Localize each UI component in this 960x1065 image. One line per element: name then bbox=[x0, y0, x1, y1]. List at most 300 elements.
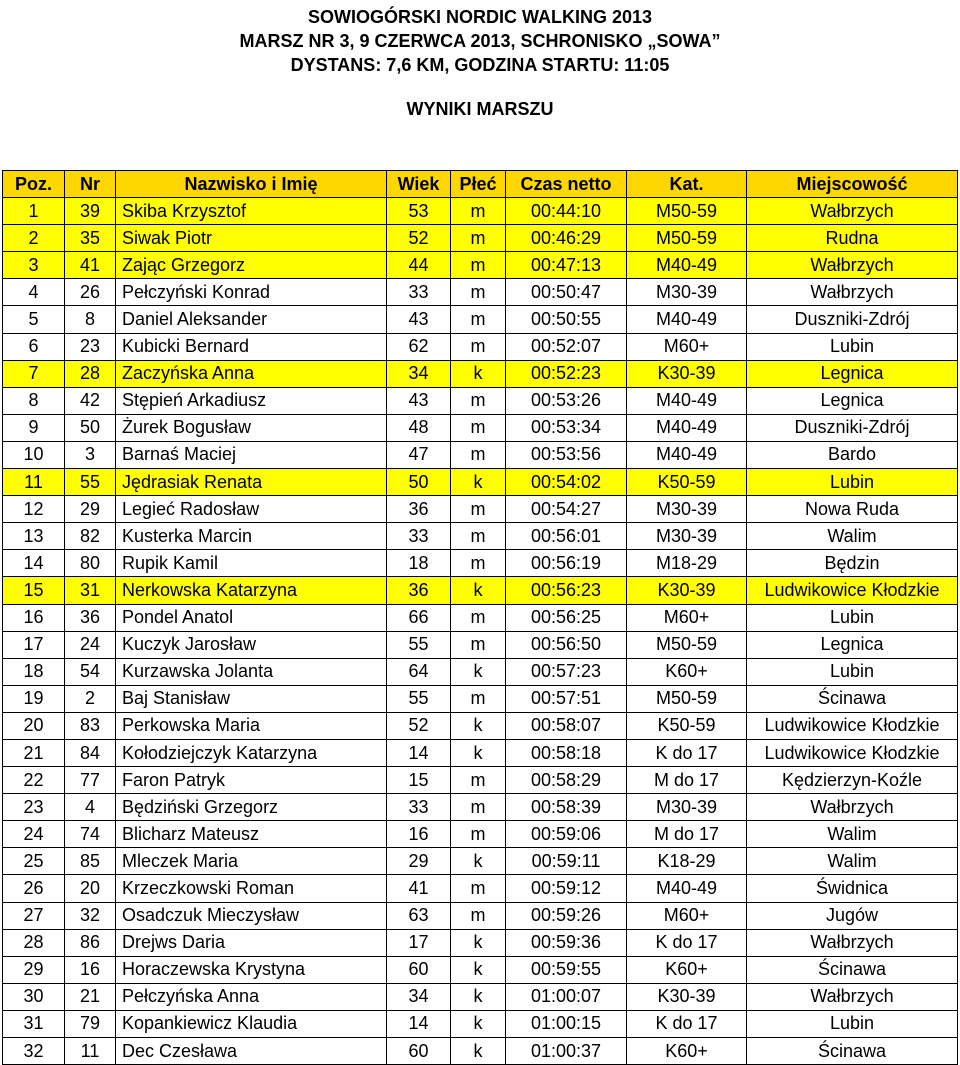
cell-name: Żurek Bogusław bbox=[116, 414, 387, 441]
table-row bbox=[3, 469, 958, 496]
cell-category: M40-49 bbox=[627, 414, 747, 441]
cell-category: M50-59 bbox=[627, 225, 747, 252]
cell-category: M do 17 bbox=[627, 821, 747, 848]
cell-name: Osadczuk Mieczysław bbox=[116, 902, 387, 929]
cell-position: 32 bbox=[3, 1038, 65, 1065]
cell-name: Kurzawska Jolanta bbox=[116, 658, 387, 685]
cell-net-time: 00:54:02 bbox=[506, 469, 627, 496]
cell-age: 60 bbox=[387, 956, 451, 983]
cell-category: M30-39 bbox=[627, 279, 747, 306]
cell-position: 11 bbox=[3, 469, 65, 496]
cell-sex: m bbox=[451, 198, 506, 225]
cell-net-time: 01:00:37 bbox=[506, 1038, 627, 1065]
cell-sex: k bbox=[451, 712, 506, 739]
cell-age: 47 bbox=[387, 441, 451, 468]
cell-name: Krzeczkowski Roman bbox=[116, 875, 387, 902]
cell-net-time: 00:58:18 bbox=[506, 739, 627, 766]
results-title: WYNIKI MARSZU bbox=[406, 99, 554, 119]
event-details: MARSZ NR 3, 9 CZERWCA 2013, SCHRONISKO „SOWA” bbox=[239, 31, 721, 51]
cell-category: M50-59 bbox=[627, 631, 747, 658]
table-row bbox=[3, 794, 958, 821]
cell-net-time: 00:44:10 bbox=[506, 198, 627, 225]
cell-number: 11 bbox=[65, 1038, 116, 1065]
table-row bbox=[3, 956, 958, 983]
cell-net-time: 00:58:07 bbox=[506, 712, 627, 739]
cell-city: Wałbrzych bbox=[747, 198, 958, 225]
cell-age: 36 bbox=[387, 496, 451, 523]
cell-city: Kędzierzyn-Koźle bbox=[747, 767, 958, 794]
cell-sex: k bbox=[451, 1038, 506, 1065]
cell-position: 16 bbox=[3, 604, 65, 631]
cell-position: 1 bbox=[3, 198, 65, 225]
event-title: SOWIOGÓRSKI NORDIC WALKING 2013 bbox=[307, 7, 653, 27]
table-row bbox=[3, 198, 958, 225]
cell-sex: m bbox=[451, 794, 506, 821]
cell-category: K50-59 bbox=[627, 469, 747, 496]
cell-age: 60 bbox=[387, 1038, 451, 1065]
table-row bbox=[3, 604, 958, 631]
cell-sex: m bbox=[451, 333, 506, 360]
cell-category: K60+ bbox=[627, 1038, 747, 1065]
cell-city: Legnica bbox=[747, 360, 958, 387]
cell-name: Kubicki Bernard bbox=[116, 333, 387, 360]
cell-category: M60+ bbox=[627, 333, 747, 360]
cell-net-time: 00:56:19 bbox=[506, 550, 627, 577]
cell-position: 4 bbox=[3, 279, 65, 306]
cell-city: Wałbrzych bbox=[747, 252, 958, 279]
cell-city: Wałbrzych bbox=[747, 983, 958, 1010]
cell-age: 63 bbox=[387, 902, 451, 929]
cell-number: 2 bbox=[65, 685, 116, 712]
cell-category: K60+ bbox=[627, 658, 747, 685]
cell-number: 24 bbox=[65, 631, 116, 658]
document-header bbox=[0, 0, 960, 77]
cell-position: 15 bbox=[3, 577, 65, 604]
cell-number: 35 bbox=[65, 225, 116, 252]
cell-age: 15 bbox=[387, 767, 451, 794]
cell-sex: m bbox=[451, 387, 506, 414]
cell-net-time: 00:57:23 bbox=[506, 658, 627, 685]
cell-sex: k bbox=[451, 956, 506, 983]
cell-number: 16 bbox=[65, 956, 116, 983]
cell-category: M30-39 bbox=[627, 794, 747, 821]
cell-sex: m bbox=[451, 252, 506, 279]
cell-net-time: 00:56:01 bbox=[506, 523, 627, 550]
cell-sex: m bbox=[451, 225, 506, 252]
table-row bbox=[3, 360, 958, 387]
cell-number: 20 bbox=[65, 875, 116, 902]
cell-sex: m bbox=[451, 496, 506, 523]
cell-category: K30-39 bbox=[627, 983, 747, 1010]
cell-sex: m bbox=[451, 875, 506, 902]
cell-age: 18 bbox=[387, 550, 451, 577]
cell-age: 48 bbox=[387, 414, 451, 441]
cell-name: Kusterka Marcin bbox=[116, 523, 387, 550]
cell-category: M50-59 bbox=[627, 685, 747, 712]
cell-name: Dec Czesława bbox=[116, 1038, 387, 1065]
cell-city: Ścinawa bbox=[747, 685, 958, 712]
table-row bbox=[3, 929, 958, 956]
table-row bbox=[3, 658, 958, 685]
results-body bbox=[3, 198, 958, 1065]
table-row bbox=[3, 848, 958, 875]
col-header-net-time: Czas netto bbox=[506, 171, 627, 198]
cell-category: K50-59 bbox=[627, 712, 747, 739]
cell-net-time: 01:00:07 bbox=[506, 983, 627, 1010]
table-row bbox=[3, 550, 958, 577]
cell-number: 83 bbox=[65, 712, 116, 739]
cell-position: 10 bbox=[3, 441, 65, 468]
cell-name: Kołodziejczyk Katarzyna bbox=[116, 739, 387, 766]
cell-age: 34 bbox=[387, 983, 451, 1010]
cell-category: M40-49 bbox=[627, 387, 747, 414]
cell-name: Faron Patryk bbox=[116, 767, 387, 794]
cell-name: Perkowska Maria bbox=[116, 712, 387, 739]
cell-net-time: 00:47:13 bbox=[506, 252, 627, 279]
cell-city: Lubin bbox=[747, 1010, 958, 1037]
cell-net-time: 00:59:55 bbox=[506, 956, 627, 983]
cell-sex: m bbox=[451, 306, 506, 333]
table-header-row bbox=[3, 171, 958, 198]
cell-sex: k bbox=[451, 1010, 506, 1037]
cell-city: Będzin bbox=[747, 550, 958, 577]
cell-category: K18-29 bbox=[627, 848, 747, 875]
cell-number: 21 bbox=[65, 983, 116, 1010]
cell-city: Ludwikowice Kłodzkie bbox=[747, 739, 958, 766]
cell-net-time: 00:54:27 bbox=[506, 496, 627, 523]
cell-name: Siwak Piotr bbox=[116, 225, 387, 252]
cell-category: K do 17 bbox=[627, 739, 747, 766]
cell-number: 84 bbox=[65, 739, 116, 766]
cell-sex: m bbox=[451, 631, 506, 658]
cell-number: 36 bbox=[65, 604, 116, 631]
cell-name: Barnaś Maciej bbox=[116, 441, 387, 468]
cell-sex: m bbox=[451, 414, 506, 441]
cell-city: Duszniki-Zdrój bbox=[747, 414, 958, 441]
cell-city: Walim bbox=[747, 523, 958, 550]
cell-age: 55 bbox=[387, 631, 451, 658]
cell-name: Zaczyńska Anna bbox=[116, 360, 387, 387]
cell-position: 20 bbox=[3, 712, 65, 739]
cell-age: 33 bbox=[387, 279, 451, 306]
cell-name: Daniel Aleksander bbox=[116, 306, 387, 333]
table-row bbox=[3, 685, 958, 712]
cell-name: Kuczyk Jarosław bbox=[116, 631, 387, 658]
cell-name: Stępień Arkadiusz bbox=[116, 387, 387, 414]
cell-age: 66 bbox=[387, 604, 451, 631]
table-row bbox=[3, 387, 958, 414]
cell-sex: m bbox=[451, 821, 506, 848]
cell-sex: m bbox=[451, 685, 506, 712]
cell-city: Świdnica bbox=[747, 875, 958, 902]
cell-city: Walim bbox=[747, 821, 958, 848]
cell-net-time: 00:59:11 bbox=[506, 848, 627, 875]
cell-name: Drejws Daria bbox=[116, 929, 387, 956]
cell-age: 50 bbox=[387, 469, 451, 496]
table-row bbox=[3, 225, 958, 252]
cell-number: 74 bbox=[65, 821, 116, 848]
cell-number: 3 bbox=[65, 441, 116, 468]
cell-age: 29 bbox=[387, 848, 451, 875]
cell-name: Blicharz Mateusz bbox=[116, 821, 387, 848]
cell-name: Mleczek Maria bbox=[116, 848, 387, 875]
cell-category: M50-59 bbox=[627, 198, 747, 225]
cell-name: Kopankiewicz Klaudia bbox=[116, 1010, 387, 1037]
cell-category: M40-49 bbox=[627, 875, 747, 902]
cell-net-time: 00:59:06 bbox=[506, 821, 627, 848]
cell-net-time: 00:53:26 bbox=[506, 387, 627, 414]
table-row bbox=[3, 414, 958, 441]
cell-number: 82 bbox=[65, 523, 116, 550]
cell-age: 43 bbox=[387, 306, 451, 333]
cell-city: Lubin bbox=[747, 333, 958, 360]
cell-number: 54 bbox=[65, 658, 116, 685]
cell-number: 8 bbox=[65, 306, 116, 333]
cell-age: 43 bbox=[387, 387, 451, 414]
cell-sex: k bbox=[451, 577, 506, 604]
cell-category: K do 17 bbox=[627, 1010, 747, 1037]
cell-position: 23 bbox=[3, 794, 65, 821]
table-row bbox=[3, 441, 958, 468]
cell-category: M60+ bbox=[627, 604, 747, 631]
cell-age: 34 bbox=[387, 360, 451, 387]
cell-name: Horaczewska Krystyna bbox=[116, 956, 387, 983]
cell-sex: k bbox=[451, 658, 506, 685]
cell-net-time: 00:57:51 bbox=[506, 685, 627, 712]
cell-number: 86 bbox=[65, 929, 116, 956]
col-header-city: Miejscowość bbox=[747, 171, 958, 198]
cell-number: 28 bbox=[65, 360, 116, 387]
cell-age: 33 bbox=[387, 794, 451, 821]
cell-city: Wałbrzych bbox=[747, 279, 958, 306]
cell-position: 3 bbox=[3, 252, 65, 279]
cell-city: Lubin bbox=[747, 469, 958, 496]
cell-number: 55 bbox=[65, 469, 116, 496]
cell-position: 8 bbox=[3, 387, 65, 414]
cell-category: M60+ bbox=[627, 902, 747, 929]
cell-city: Ludwikowice Kłodzkie bbox=[747, 712, 958, 739]
cell-number: 26 bbox=[65, 279, 116, 306]
cell-sex: k bbox=[451, 848, 506, 875]
col-header-age: Wiek bbox=[387, 171, 451, 198]
cell-age: 16 bbox=[387, 821, 451, 848]
cell-category: M40-49 bbox=[627, 306, 747, 333]
cell-name: Zając Grzegorz bbox=[116, 252, 387, 279]
cell-position: 29 bbox=[3, 956, 65, 983]
cell-number: 80 bbox=[65, 550, 116, 577]
cell-position: 17 bbox=[3, 631, 65, 658]
cell-sex: k bbox=[451, 929, 506, 956]
cell-net-time: 01:00:15 bbox=[506, 1010, 627, 1037]
table-row bbox=[3, 496, 958, 523]
cell-position: 24 bbox=[3, 821, 65, 848]
col-header-sex: Płeć bbox=[451, 171, 506, 198]
table-row bbox=[3, 712, 958, 739]
cell-number: 4 bbox=[65, 794, 116, 821]
distance-start-time: DYSTANS: 7,6 KM, GODZINA STARTU: 11:05 bbox=[290, 55, 670, 75]
results-table bbox=[2, 170, 958, 1065]
cell-number: 29 bbox=[65, 496, 116, 523]
table-row bbox=[3, 523, 958, 550]
cell-net-time: 00:46:29 bbox=[506, 225, 627, 252]
cell-position: 22 bbox=[3, 767, 65, 794]
cell-sex: m bbox=[451, 279, 506, 306]
cell-city: Legnica bbox=[747, 387, 958, 414]
cell-age: 33 bbox=[387, 523, 451, 550]
cell-sex: m bbox=[451, 767, 506, 794]
table-row bbox=[3, 577, 958, 604]
cell-name: Będziński Grzegorz bbox=[116, 794, 387, 821]
cell-position: 9 bbox=[3, 414, 65, 441]
cell-category: M40-49 bbox=[627, 252, 747, 279]
cell-category: K do 17 bbox=[627, 929, 747, 956]
cell-position: 6 bbox=[3, 333, 65, 360]
table-row bbox=[3, 983, 958, 1010]
cell-age: 41 bbox=[387, 875, 451, 902]
table-row bbox=[3, 252, 958, 279]
cell-city: Wałbrzych bbox=[747, 929, 958, 956]
cell-position: 27 bbox=[3, 902, 65, 929]
cell-city: Walim bbox=[747, 848, 958, 875]
cell-position: 14 bbox=[3, 550, 65, 577]
cell-category: M40-49 bbox=[627, 441, 747, 468]
cell-age: 53 bbox=[387, 198, 451, 225]
cell-net-time: 00:50:47 bbox=[506, 279, 627, 306]
cell-age: 14 bbox=[387, 1010, 451, 1037]
cell-number: 39 bbox=[65, 198, 116, 225]
cell-position: 2 bbox=[3, 225, 65, 252]
cell-category: K60+ bbox=[627, 956, 747, 983]
cell-number: 79 bbox=[65, 1010, 116, 1037]
cell-sex: m bbox=[451, 523, 506, 550]
table-row bbox=[3, 767, 958, 794]
cell-city: Rudna bbox=[747, 225, 958, 252]
cell-category: M30-39 bbox=[627, 496, 747, 523]
table-row bbox=[3, 739, 958, 766]
cell-number: 85 bbox=[65, 848, 116, 875]
table-row bbox=[3, 875, 958, 902]
cell-net-time: 00:56:25 bbox=[506, 604, 627, 631]
cell-net-time: 00:59:12 bbox=[506, 875, 627, 902]
cell-category: M18-29 bbox=[627, 550, 747, 577]
table-row bbox=[3, 902, 958, 929]
cell-city: Duszniki-Zdrój bbox=[747, 306, 958, 333]
cell-sex: m bbox=[451, 550, 506, 577]
cell-age: 17 bbox=[387, 929, 451, 956]
cell-city: Legnica bbox=[747, 631, 958, 658]
cell-position: 12 bbox=[3, 496, 65, 523]
cell-number: 23 bbox=[65, 333, 116, 360]
cell-net-time: 00:58:39 bbox=[506, 794, 627, 821]
table-row bbox=[3, 821, 958, 848]
cell-position: 19 bbox=[3, 685, 65, 712]
cell-net-time: 00:58:29 bbox=[506, 767, 627, 794]
cell-age: 62 bbox=[387, 333, 451, 360]
cell-net-time: 00:52:23 bbox=[506, 360, 627, 387]
table-row bbox=[3, 279, 958, 306]
cell-city: Lubin bbox=[747, 604, 958, 631]
cell-name: Pondel Anatol bbox=[116, 604, 387, 631]
cell-number: 32 bbox=[65, 902, 116, 929]
cell-position: 25 bbox=[3, 848, 65, 875]
cell-city: Wałbrzych bbox=[747, 794, 958, 821]
cell-age: 36 bbox=[387, 577, 451, 604]
cell-age: 55 bbox=[387, 685, 451, 712]
cell-number: 42 bbox=[65, 387, 116, 414]
cell-name: Rupik Kamil bbox=[116, 550, 387, 577]
cell-city: Ścinawa bbox=[747, 1038, 958, 1065]
cell-number: 77 bbox=[65, 767, 116, 794]
cell-net-time: 00:53:34 bbox=[506, 414, 627, 441]
cell-position: 21 bbox=[3, 739, 65, 766]
cell-category: M do 17 bbox=[627, 767, 747, 794]
cell-net-time: 00:56:23 bbox=[506, 577, 627, 604]
cell-category: K30-39 bbox=[627, 577, 747, 604]
cell-name: Baj Stanisław bbox=[116, 685, 387, 712]
cell-city: Ludwikowice Kłodzkie bbox=[747, 577, 958, 604]
col-header-category: Kat. bbox=[627, 171, 747, 198]
cell-age: 64 bbox=[387, 658, 451, 685]
cell-category: K30-39 bbox=[627, 360, 747, 387]
cell-position: 30 bbox=[3, 983, 65, 1010]
cell-city: Ścinawa bbox=[747, 956, 958, 983]
cell-age: 52 bbox=[387, 712, 451, 739]
cell-net-time: 00:52:07 bbox=[506, 333, 627, 360]
cell-city: Lubin bbox=[747, 658, 958, 685]
table-row bbox=[3, 333, 958, 360]
table-row bbox=[3, 1010, 958, 1037]
cell-sex: m bbox=[451, 604, 506, 631]
cell-net-time: 00:53:56 bbox=[506, 441, 627, 468]
cell-name: Legieć Radosław bbox=[116, 496, 387, 523]
table-row bbox=[3, 1038, 958, 1065]
cell-position: 28 bbox=[3, 929, 65, 956]
table-row bbox=[3, 631, 958, 658]
cell-net-time: 00:50:55 bbox=[506, 306, 627, 333]
cell-position: 18 bbox=[3, 658, 65, 685]
cell-position: 26 bbox=[3, 875, 65, 902]
cell-age: 14 bbox=[387, 739, 451, 766]
cell-city: Jugów bbox=[747, 902, 958, 929]
cell-name: Jędrasiak Renata bbox=[116, 469, 387, 496]
cell-sex: k bbox=[451, 983, 506, 1010]
cell-position: 5 bbox=[3, 306, 65, 333]
cell-name: Pełczyński Konrad bbox=[116, 279, 387, 306]
col-header-number: Nr bbox=[65, 171, 116, 198]
cell-city: Bardo bbox=[747, 441, 958, 468]
cell-city: Nowa Ruda bbox=[747, 496, 958, 523]
table-row bbox=[3, 306, 958, 333]
cell-net-time: 00:59:26 bbox=[506, 902, 627, 929]
cell-sex: m bbox=[451, 902, 506, 929]
cell-name: Pełczyńska Anna bbox=[116, 983, 387, 1010]
cell-sex: k bbox=[451, 469, 506, 496]
cell-sex: m bbox=[451, 441, 506, 468]
col-header-name: Nazwisko i Imię bbox=[116, 171, 387, 198]
cell-position: 13 bbox=[3, 523, 65, 550]
cell-net-time: 00:59:36 bbox=[506, 929, 627, 956]
cell-category: M30-39 bbox=[627, 523, 747, 550]
cell-position: 7 bbox=[3, 360, 65, 387]
col-header-position: Poz. bbox=[3, 171, 65, 198]
cell-number: 41 bbox=[65, 252, 116, 279]
cell-age: 44 bbox=[387, 252, 451, 279]
cell-number: 31 bbox=[65, 577, 116, 604]
cell-age: 52 bbox=[387, 225, 451, 252]
cell-sex: k bbox=[451, 360, 506, 387]
cell-name: Skiba Krzysztof bbox=[116, 198, 387, 225]
cell-number: 50 bbox=[65, 414, 116, 441]
